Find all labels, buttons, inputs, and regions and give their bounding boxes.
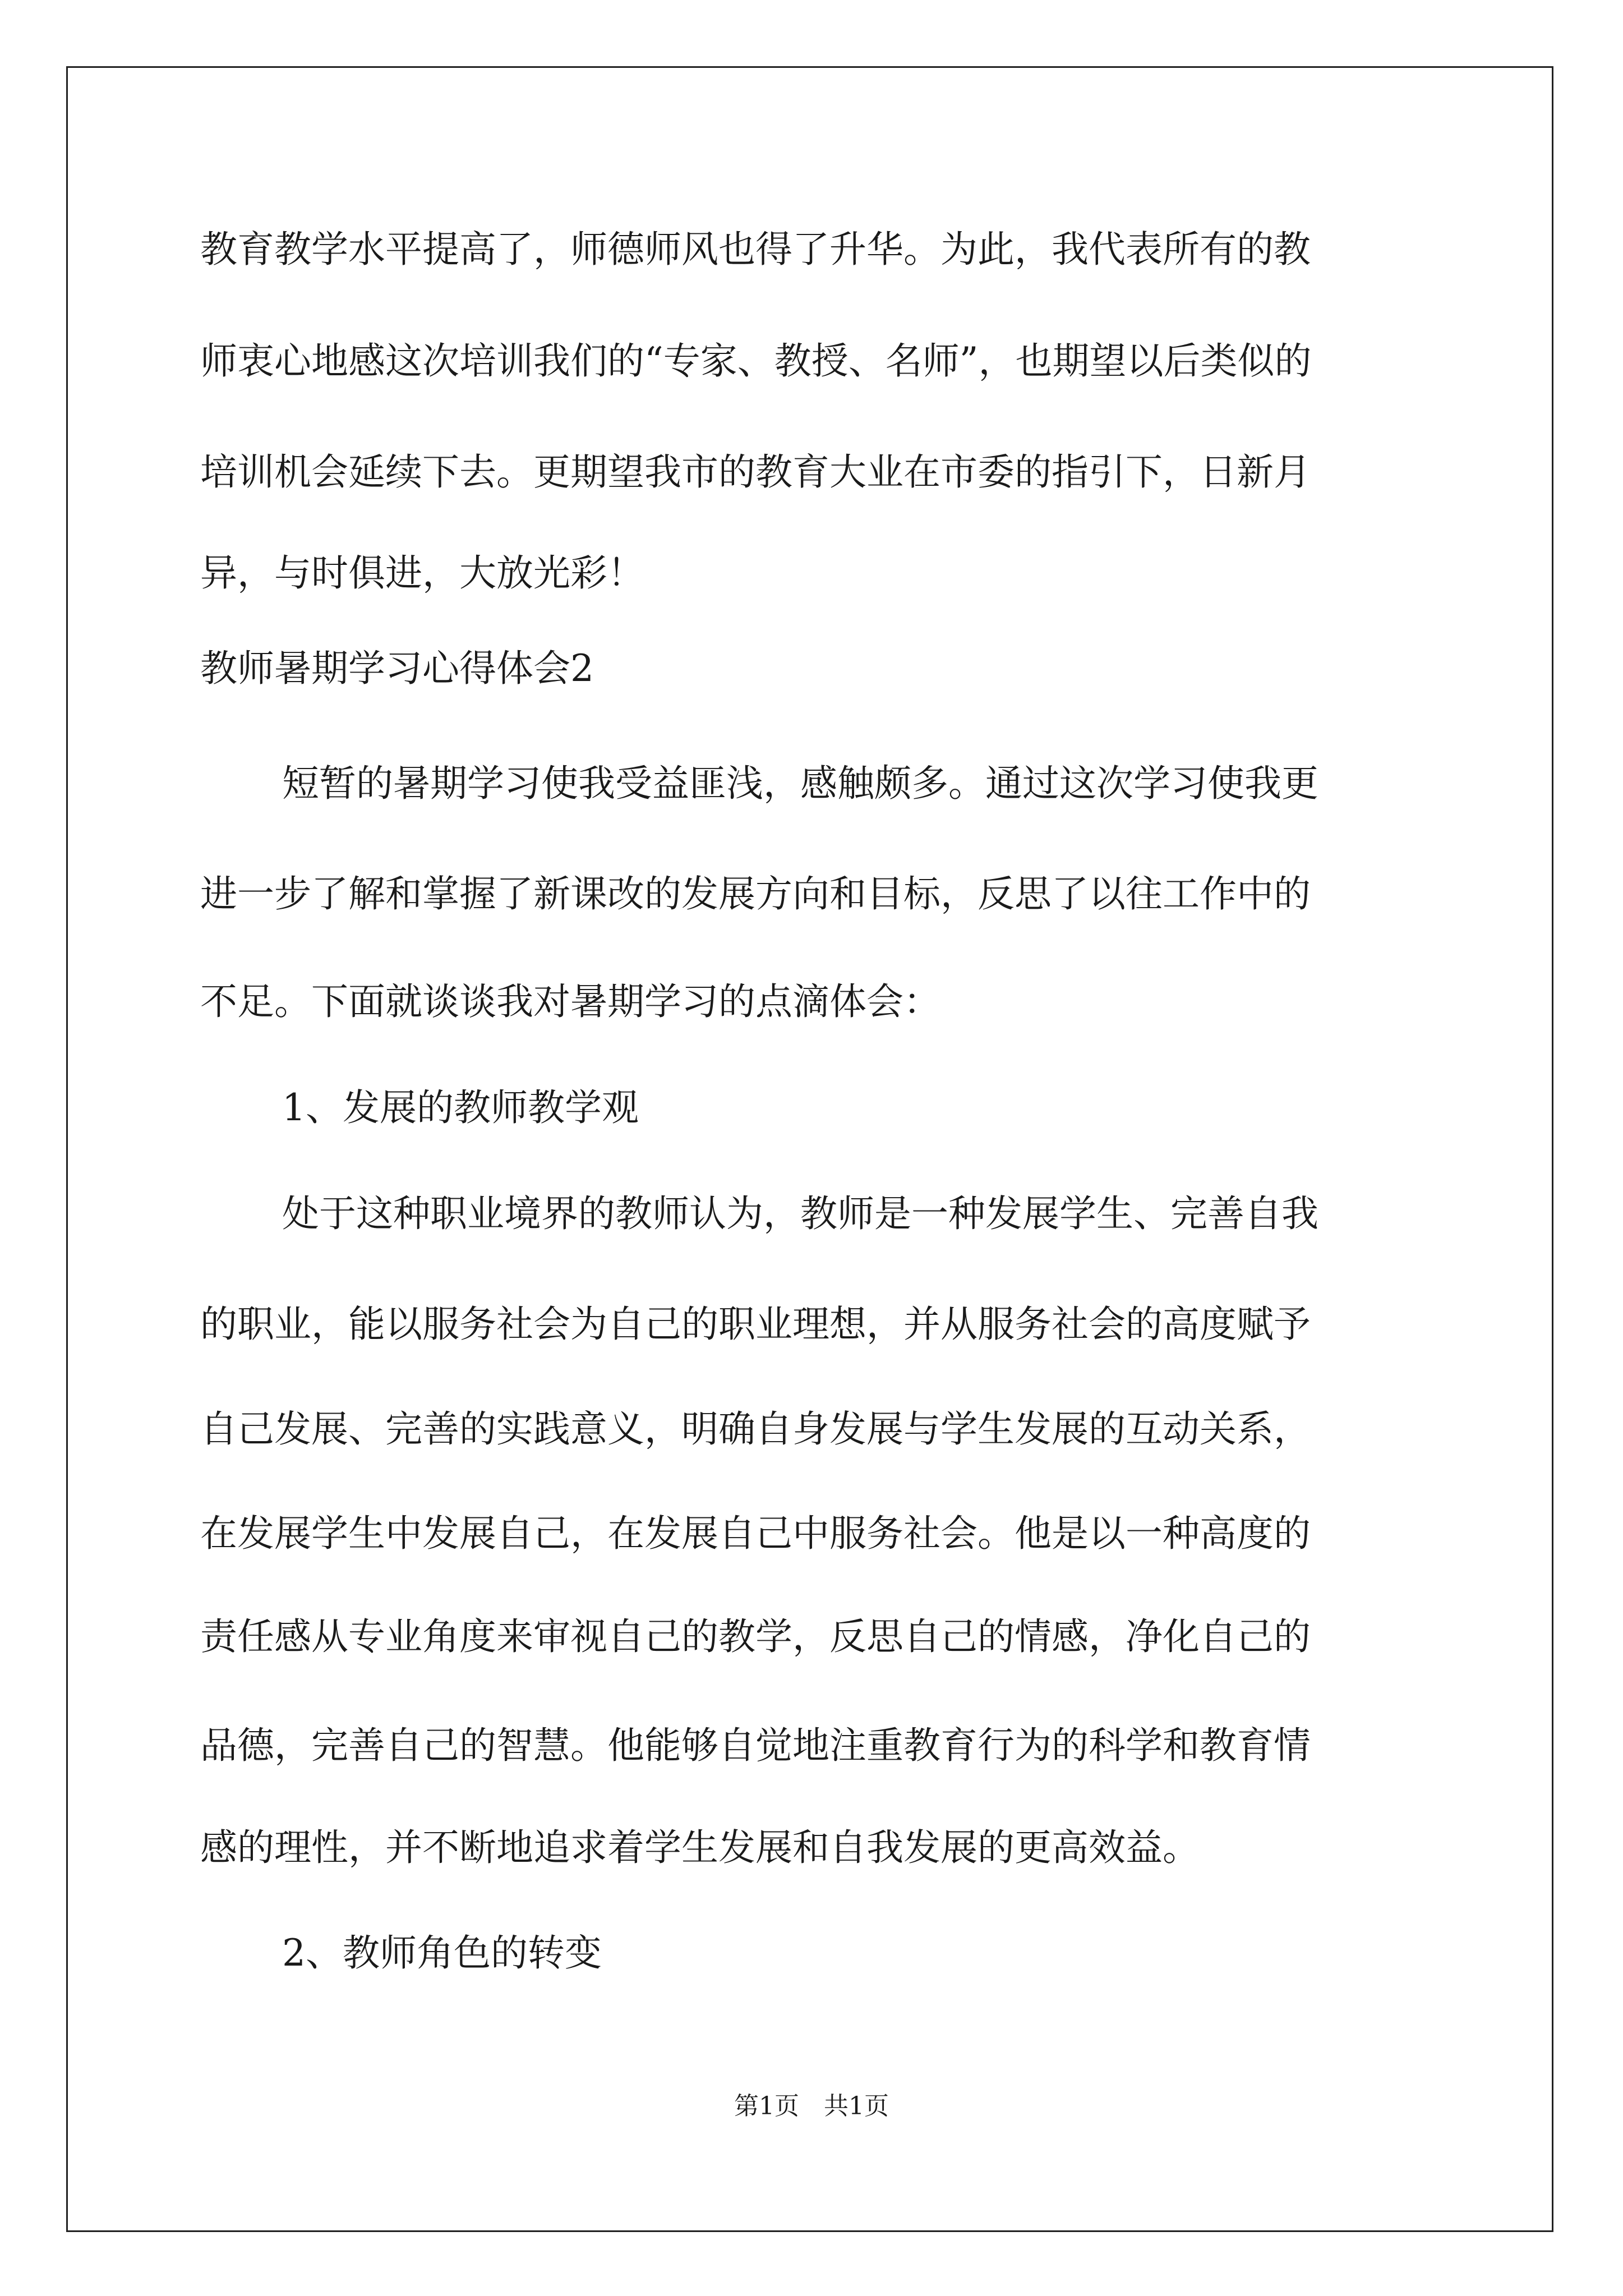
paragraph-line: 师衷心地感这次培训我们的“专家、教授、名师”，也期望以后类似的 bbox=[200, 339, 1312, 383]
paragraph-line: 在发展学生中发展自己，在发展自己中服务社会。他是以一种高度的 bbox=[200, 1512, 1311, 1555]
paragraph-line: 异，与时俱进，大放光彩！ bbox=[200, 551, 644, 595]
paragraph-line: 教育教学水平提高了，师德师风也得了升华。为此，我代表所有的教 bbox=[200, 228, 1311, 271]
paragraph-line: 责任感从专业角度来审视自己的教学，反思自己的情感，净化自己的 bbox=[200, 1615, 1311, 1658]
paragraph-line: 培训机会延续下去。更期望我市的教育大业在市委的指引下，日新月 bbox=[200, 450, 1311, 494]
paragraph-line: 自己发展、完善的实践意义，明确自身发展与学生发展的互动关系， bbox=[200, 1407, 1311, 1451]
paragraph-line: 进一步了解和掌握了新课改的发展方向和目标，反思了以往工作中的 bbox=[200, 872, 1311, 915]
paragraph-line: 感的理性，并不断地追求着学生发展和自我发展的更高效益。 bbox=[200, 1826, 1200, 1869]
subheading-1: 1、发展的教师教学观 bbox=[282, 1086, 639, 1129]
section-heading: 教师暑期学习心得体会2 bbox=[200, 647, 594, 690]
paragraph-line: 品德，完善自己的智慧。他能够自觉地注重教育行为的科学和教育情 bbox=[200, 1724, 1311, 1767]
paragraph-line: 的职业，能以服务社会为自己的职业理想，并从服务社会的高度赋予 bbox=[200, 1303, 1311, 1346]
paragraph-line: 不足。下面就谈谈我对暑期学习的点滴体会： bbox=[200, 980, 940, 1023]
page-footer: 第1页 共1页 bbox=[734, 2092, 889, 2120]
paragraph-line: 短暂的暑期学习使我受益匪浅，感触颇多。通过这次学习使我更 bbox=[282, 762, 1318, 805]
paragraph-line: 处于这种职业境界的教师认为，教师是一种发展学生、完善自我 bbox=[282, 1192, 1318, 1235]
subheading-2: 2、教师角色的转变 bbox=[282, 1931, 602, 1975]
page-border bbox=[66, 66, 1553, 2232]
